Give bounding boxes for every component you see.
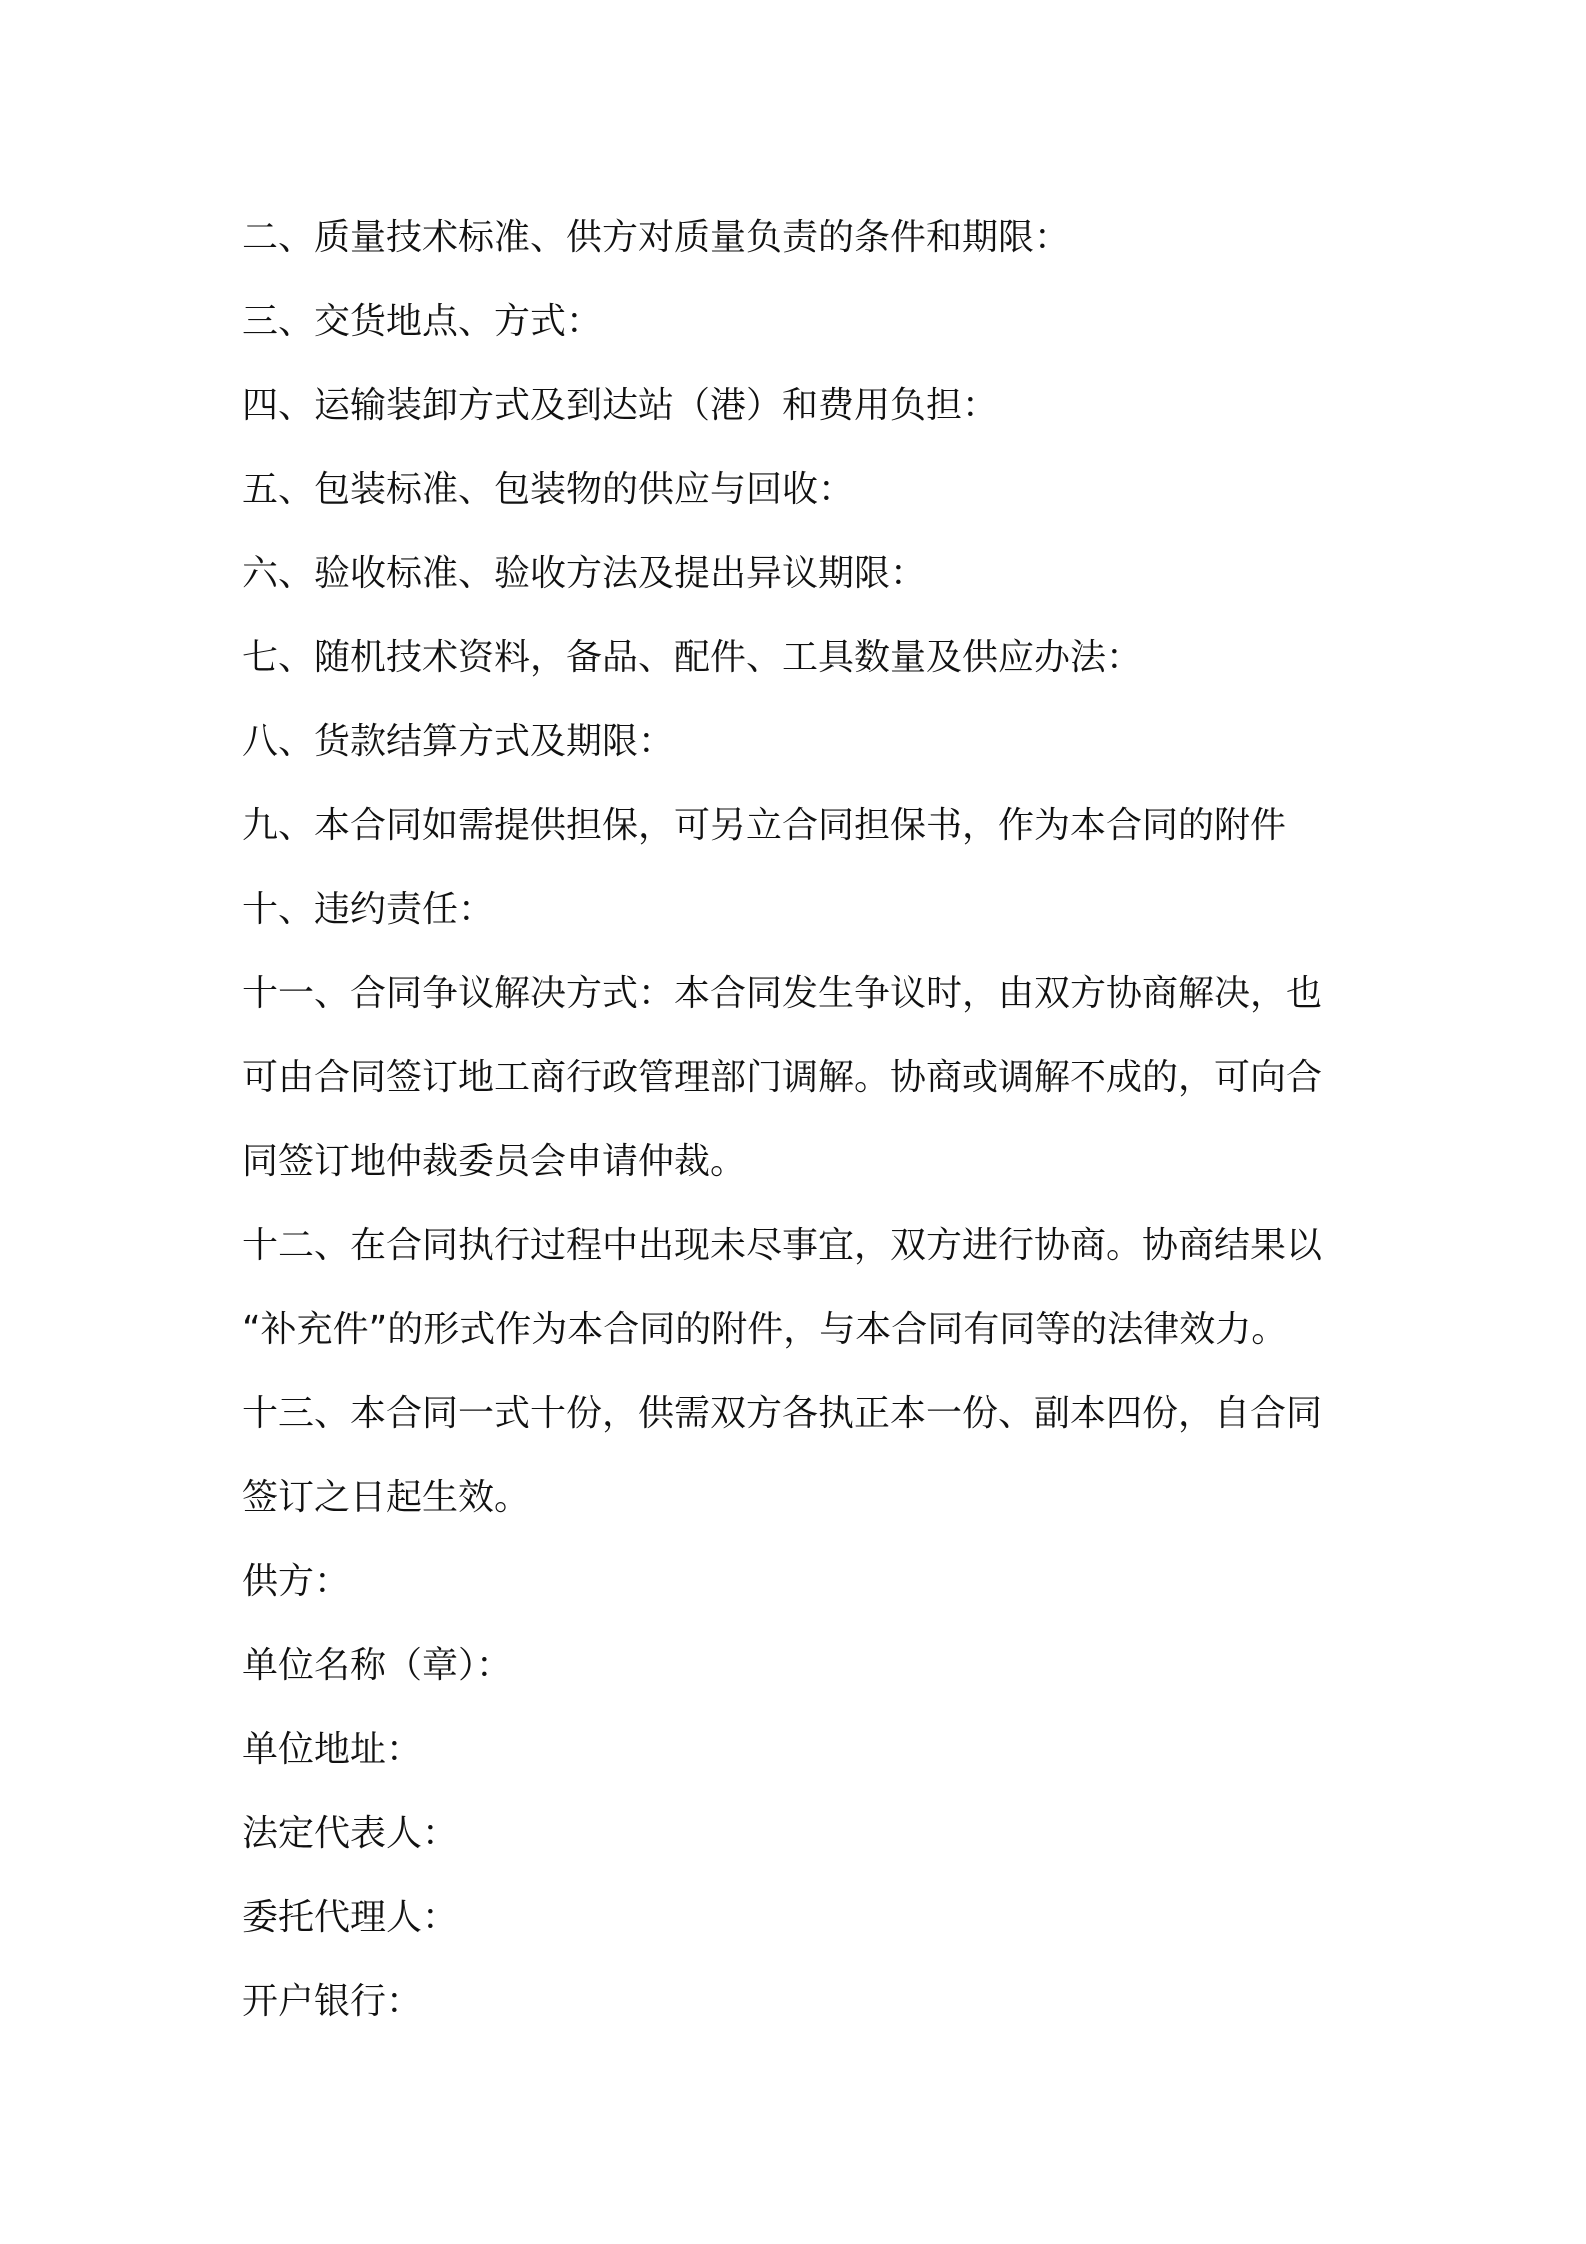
supplier-company-name-label: 单位名称（章）： [242, 1645, 513, 1686]
clause-3-delivery: 三、交货地点、方式： [242, 301, 603, 342]
clause-8-payment: 八、货款结算方式及期限： [242, 721, 675, 762]
clause-7-materials: 七、随机技术资料，备品、配件、工具数量及供应办法： [242, 637, 1143, 678]
supplier-legal-representative-label: 法定代表人： [242, 1813, 459, 1854]
supplier-agent-label: 委托代理人： [242, 1897, 459, 1938]
clause-4-transport: 四、运输装卸方式及到达站（港）和费用负担： [242, 385, 999, 426]
supplier-heading: 供方： [242, 1561, 351, 1602]
clause-12-supplement-line-1: 十二、在合同执行过程中出现未尽事宜，双方进行协商。协商结果以 [242, 1225, 1323, 1266]
clause-11-dispute-line-1: 十一、合同争议解决方式：本合同发生争议时，由双方协商解决，也 [242, 973, 1323, 1014]
clause-12-supplement-line-2: “补充件”的形式作为本合同的附件，与本合同有同等的法律效力。 [242, 1309, 1288, 1350]
supplier-address-label: 单位地址： [242, 1729, 423, 1770]
contract-text [242, 196, 1362, 2044]
clause-13-copies-line-1: 十三、本合同一式十份，供需双方各执正本一份、副本四份，自合同 [242, 1393, 1323, 1434]
clause-11-dispute-line-2: 可由合同签订地工商行政管理部门调解。协商或调解不成的，可向合 [242, 1057, 1323, 1098]
supplier-bank-label: 开户银行： [242, 1981, 423, 2022]
clause-9-guarantee: 九、本合同如需提供担保，可另立合同担保书，作为本合同的附件 [242, 805, 1287, 846]
clause-5-packaging: 五、包装标准、包装物的供应与回收： [242, 469, 855, 510]
clause-13-copies-line-2: 签订之日起生效。 [242, 1477, 531, 1518]
clause-11-dispute-line-3: 同签订地仲裁委员会申请仲裁。 [242, 1141, 747, 1182]
clause-6-acceptance: 六、验收标准、验收方法及提出异议期限： [242, 553, 927, 594]
clause-2-quality: 二、质量技术标准、供方对质量负责的条件和期限： [242, 217, 1071, 258]
clause-10-liability: 十、违约责任： [242, 889, 495, 930]
